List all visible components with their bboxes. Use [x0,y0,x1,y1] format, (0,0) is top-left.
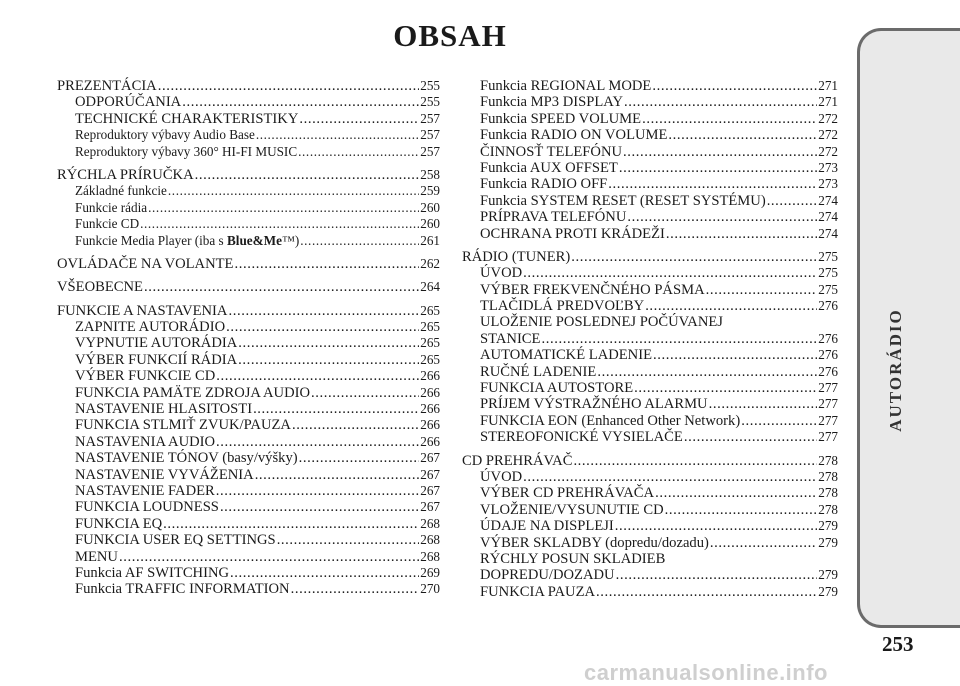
toc-leader-dots [627,209,817,225]
toc-leader-dots [655,485,817,501]
toc-entry[interactable] [57,581,440,597]
toc-leader-dots [684,429,817,445]
toc-entry-page: 260 [420,216,440,232]
toc-leader-dots [148,200,419,216]
toc-entry-label: Funkcia MP3 DISPLAY [480,94,623,111]
toc-leader-dots [144,279,419,295]
toc-entry[interactable] [57,279,440,295]
toc-entry[interactable] [462,396,838,412]
toc-entry[interactable] [57,200,440,216]
toc-entry-page: 257 [420,110,440,126]
toc-leader-dots [140,216,419,232]
toc-entry-label: ULOŽENIE POSLEDNEJ POČÚVANEJ [480,314,723,331]
toc-entry[interactable] [57,499,440,515]
toc-entry-label: DOPREDU/DOZADU [480,567,615,584]
toc-entry-page: 268 [420,515,440,531]
toc-entry-page: 274 [818,225,838,241]
toc-entry[interactable] [57,144,440,160]
toc-entry-label: VŠEOBECNE [57,279,143,296]
toc-entry-page: 266 [420,417,440,433]
toc-leader-dots [615,518,817,534]
toc-leader-dots [238,352,419,368]
toc-entry[interactable] [57,256,440,272]
toc-leader-dots [298,144,419,160]
page-title: OBSAH [393,18,507,53]
toc-entry-page: 279 [818,518,838,534]
toc-entry-label: Funkcie CD [75,216,140,232]
toc-entry-page: 274 [818,209,838,225]
toc-entry-label: ÚVOD [480,468,523,485]
toc-leader-dots [624,94,817,110]
toc-entry[interactable] [57,216,440,232]
toc-entry-label: ČINNOSŤ TELEFÓNU [480,143,623,160]
toc-entry[interactable] [57,516,440,532]
toc-entry[interactable] [57,78,440,94]
toc-leader-dots [291,581,420,597]
toc-leader-dots [608,176,817,192]
toc-entry-label: Reproduktory výbavy Audio Base [75,127,255,143]
toc-entry-page: 277 [818,429,838,445]
toc-entry-page: 265 [420,319,440,335]
toc-entry[interactable] [57,167,440,183]
toc-entry-label: Funkcia AF SWITCHING [75,564,230,581]
toc-entry[interactable] [462,144,838,160]
toc-entry[interactable] [462,453,838,469]
toc-entry[interactable] [462,78,838,94]
toc-entry-label: NASTAVENIE HLASITOSTI [75,401,253,418]
toc-entry-label: NASTAVENIE TÓNOV (basy/výšky) [75,450,298,467]
toc-leader-dots [619,160,817,176]
toc-entry[interactable] [462,469,838,485]
toc-entry-label: ZAPNITE AUTORÁDIO [75,319,226,336]
toc-entry-page: 268 [420,532,440,548]
toc-entry[interactable] [57,94,440,110]
toc-leader-dots [216,434,419,450]
toc-entry-page: 275 [818,248,838,264]
toc-entry-page: 266 [420,433,440,449]
toc-leader-dots [300,233,419,249]
toc-entry[interactable] [57,450,440,466]
watermark: carmanualsonline.info [584,660,828,685]
toc-entry[interactable] [462,380,838,396]
toc-entry-page: 272 [818,143,838,159]
toc-leader-dots [623,144,817,160]
toc-entry-page: 255 [420,78,440,93]
toc-entry-label: ÚDAJE NA DISPLEJI [480,518,614,535]
toc-leader-dots [642,111,817,127]
toc-leader-dots [228,303,419,319]
toc-entry-label: RUČNÉ LADENIE [480,363,597,380]
toc-leader-dots [277,532,420,548]
toc-entry-page: 276 [818,330,838,346]
toc-entry-label: AUTOMATICKÉ LADENIE [480,347,652,364]
toc-leader-dots [645,298,817,314]
toc-entry-page: 267 [420,450,440,466]
toc-leader-dots [163,516,419,532]
toc-leader-dots [652,78,817,94]
toc-leader-dots [666,226,817,242]
toc-entry-page: 273 [818,159,838,175]
toc-entry[interactable] [57,183,440,199]
toc-entry[interactable] [462,160,838,176]
toc-entry[interactable] [57,303,440,319]
toc-entry-page: 260 [420,199,440,215]
toc-leader-dots [767,193,818,209]
toc-entry-page: 277 [818,412,838,428]
toc-entry-label: Funkcia SYSTEM RESET (RESET SYSTÉMU) [480,192,766,209]
toc-entry[interactable] [462,176,838,192]
toc-entry[interactable] [462,584,838,600]
toc-leader-dots [709,396,818,412]
toc-entry-label: FUNKCIA EQ [75,515,163,532]
toc-entry[interactable] [462,314,838,330]
toc-leader-dots [234,256,419,272]
toc-leader-dots [220,499,419,515]
toc-entry-label: Funkcia TRAFFIC INFORMATION [75,581,290,598]
toc-leader-dots [216,368,419,384]
toc-entry-page: 259 [420,183,440,199]
chapter-tab [857,28,960,628]
toc-entry[interactable] [57,352,440,368]
toc-entry-label: FUNKCIA LOUDNESS [75,499,219,516]
toc-entry[interactable] [57,549,440,565]
toc-leader-dots [665,502,818,518]
toc-entry-label: CD PREHRÁVAČ [462,452,573,469]
toc-entry[interactable] [57,385,440,401]
toc-entry-label: Funkcia REGIONAL MODE [480,78,652,94]
toc-leader-dots [573,453,817,469]
toc-entry[interactable] [462,347,838,363]
toc-entry-label: VÝBER FUNKCIE CD [75,368,216,385]
toc-entry[interactable] [462,249,838,265]
toc-entry-page: 267 [420,499,440,515]
toc-entry-label: Funkcie Media Player (iba s Blue&Me™) [75,232,300,248]
toc-entry-label: Funkcia RADIO OFF [480,176,608,193]
toc-leader-dots [256,127,419,143]
toc-entry-label: FUNKCIE A NASTAVENIA [57,302,228,319]
toc-leader-dots [182,94,419,110]
toc-entry-label: ODPORÚČANIA [75,94,182,111]
toc-leader-dots [710,535,817,551]
toc-entry-label: PRÍJEM VÝSTRAŽNÉHO ALARMU [480,396,708,413]
toc-entry-page: 257 [420,143,440,159]
page-number: 253 [882,632,914,656]
toc-entry-page: 275 [818,265,838,281]
toc-entry-label: NASTAVENIA AUDIO [75,433,216,450]
toc-leader-dots [541,331,817,347]
toc-entry-label: RÝCHLA PRÍRUČKA [57,166,194,183]
toc-entry-label: ÚVOD [480,265,523,282]
toc-leader-dots [668,127,817,143]
chapter-tab-label: AUTORÁDIO [886,308,905,432]
toc-entry-page: 265 [420,351,440,367]
toc-leader-dots [216,483,419,499]
toc-entry-label: OCHRANA PROTI KRÁDEŽI [480,225,665,242]
toc-entry-label: OVLÁDAČE NA VOLANTE [57,255,234,272]
toc-entry[interactable] [57,483,440,499]
toc-leader-dots [230,565,419,581]
toc-entry[interactable] [462,209,838,225]
toc-entry[interactable] [57,532,440,548]
toc-entry[interactable] [462,551,838,567]
toc-entry-page: 271 [818,78,838,93]
toc-entry-label: NASTAVENIE FADER [75,482,215,499]
toc-leader-dots [299,111,419,127]
toc-entry-page: 264 [420,279,440,295]
toc-entry-label: RÝCHLY POSUN SKLADIEB [480,550,666,567]
toc-entry[interactable] [462,502,838,518]
toc-entry[interactable] [462,226,838,242]
toc-entry-page: 276 [818,298,838,314]
toc-entry[interactable] [462,535,838,551]
toc-entry[interactable] [57,127,440,143]
toc-leader-dots [299,450,420,466]
toc-leader-dots [571,249,817,265]
toc-leader-dots [596,584,817,600]
toc-leader-dots [119,549,419,565]
toc-entry[interactable] [57,467,440,483]
toc-entry-page: 275 [818,281,838,297]
toc-entry-page: 266 [420,401,440,417]
toc-entry[interactable] [462,282,838,298]
toc-entry-page: 277 [818,396,838,412]
toc-entry-label: FUNKCIA PAMÄTE ZDROJA AUDIO [75,384,311,401]
toc-entry-label: VLOŽENIE/VYSUNUTIE CD [480,501,664,518]
toc-entry-label: VYPNUTIE AUTORÁDIA [75,335,238,352]
toc-entry-page: 276 [818,347,838,363]
toc-entry-page: 278 [818,452,838,468]
toc-entry[interactable] [57,111,440,127]
toc-entry[interactable] [57,368,440,384]
toc-entry-page: 255 [420,94,440,110]
toc-leader-dots [523,469,817,485]
toc-entry-label: VÝBER FUNKCIÍ RÁDIA [75,351,238,368]
toc-entry-page: 266 [420,384,440,400]
toc-entry[interactable] [57,565,440,581]
toc-entry-page: 261 [420,232,440,248]
toc-entry-page: 267 [420,482,440,498]
toc-entry-page: 274 [818,192,838,208]
toc-entry-label: PREZENTÁCIA [57,78,157,94]
toc-entry[interactable] [462,567,838,583]
toc-leader-dots [741,413,817,429]
toc-entry-page: 271 [818,94,838,110]
toc-entry-page: 257 [420,127,440,143]
toc-entry[interactable] [57,335,440,351]
toc-entry-label: STEREOFONICKÉ VYSIELAČE [480,429,683,446]
toc-entry-label: VÝBER SKLADBY (dopredu/dozadu) [480,534,709,551]
toc-entry-page: 279 [818,534,838,550]
toc-leader-dots [706,282,818,298]
toc-leader-dots [616,567,818,583]
toc-entry-label: Reproduktory výbavy 360° HI-FI MUSIC [75,143,298,159]
toc-entry[interactable] [462,94,838,110]
toc-entry-page: 272 [818,110,838,126]
toc-entry-label: Funkcia RADIO ON VOLUME [480,127,668,144]
toc-entry-page: 269 [420,564,440,580]
toc-entry-label: FUNKCIA USER EQ SETTINGS [75,532,276,549]
toc-entry-label: Funkcie rádia [75,199,148,215]
toc-entry-page: 273 [818,176,838,192]
toc-entry-label: NASTAVENIE VYVÁŽENIA [75,466,254,483]
toc-entry-label: FUNKCIA EON (Enhanced Other Network) [480,412,741,429]
toc-entry[interactable] [462,518,838,534]
toc-entry-page: 270 [420,581,440,597]
toc-entry-label: STANICE [480,330,541,347]
toc-entry-label: VÝBER FREKVENČNÉHO PÁSMA [480,281,705,298]
toc-leader-dots [253,401,419,417]
toc-entry[interactable] [462,364,838,380]
toc-entry-label: RÁDIO (TUNER) [462,248,571,265]
toc-entry-page: 265 [420,302,440,318]
toc-entry-page: 267 [420,466,440,482]
toc-entry-label: TECHNICKÉ CHARAKTERISTIKY [75,110,299,127]
toc-entry-page: 276 [818,363,838,379]
toc-entry-page: 278 [818,485,838,501]
toc-entry-label: PRÍPRAVA TELEFÓNU [480,209,627,226]
toc-entry-page: 279 [818,583,838,599]
toc-entry-page: 278 [818,468,838,484]
toc-entry[interactable] [57,434,440,450]
toc-leader-dots [634,380,817,396]
toc-entry-label: Funkcia AUX OFFSET [480,159,618,176]
toc-entry-page: 258 [420,166,440,182]
toc-entry-label: TLAČIDLÁ PREDVOĽBY [480,298,645,315]
toc-leader-dots [597,364,817,380]
toc-entry-label: Základné funkcie [75,183,167,199]
toc-entry[interactable] [462,413,838,429]
toc-entry[interactable] [462,265,838,281]
toc-entry-page: 277 [818,380,838,396]
toc-entry-label: FUNKCIA PAUZA [480,583,596,600]
toc-leader-dots [653,347,817,363]
toc-entry[interactable] [462,485,838,501]
toc-entry-page: 278 [818,501,838,517]
toc-leader-dots [311,385,419,401]
toc-entry[interactable] [57,401,440,417]
toc-leader-dots [523,265,817,281]
toc-entry[interactable] [57,319,440,335]
toc-leader-dots [226,319,419,335]
toc-entry[interactable] [462,127,838,143]
toc-right-column [462,78,838,600]
toc-entry-page: 272 [818,127,838,143]
toc-entry-label: VÝBER CD PREHRÁVAČA [480,485,655,502]
toc-left-column [57,78,440,598]
toc-entry[interactable] [462,111,838,127]
toc-entry[interactable] [462,298,838,314]
toc-leader-dots [255,467,420,483]
toc-entry-page: 268 [420,548,440,564]
toc-entry-page: 262 [420,255,440,271]
toc-entry[interactable] [57,417,440,433]
toc-entry[interactable] [462,429,838,445]
toc-leader-dots [238,335,419,351]
toc-entry-page: 265 [420,335,440,351]
toc-entry[interactable] [462,193,838,209]
toc-leader-dots [158,78,419,94]
toc-entry-page: 266 [420,368,440,384]
toc-leader-dots [292,417,419,433]
toc-entry[interactable] [462,331,838,347]
toc-entry-label: FUNKCIA AUTOSTORE [480,380,634,397]
toc-entry-label: FUNKCIA STLMIŤ ZVUK/PAUZA [75,417,291,434]
toc-entry-page: 279 [818,567,838,583]
toc-leader-dots [168,183,419,199]
toc-entry[interactable] [57,233,440,249]
toc-entry-label: Funkcia SPEED VOLUME [480,110,642,127]
toc-entry-label: MENU [75,548,118,565]
toc-leader-dots [195,167,420,183]
